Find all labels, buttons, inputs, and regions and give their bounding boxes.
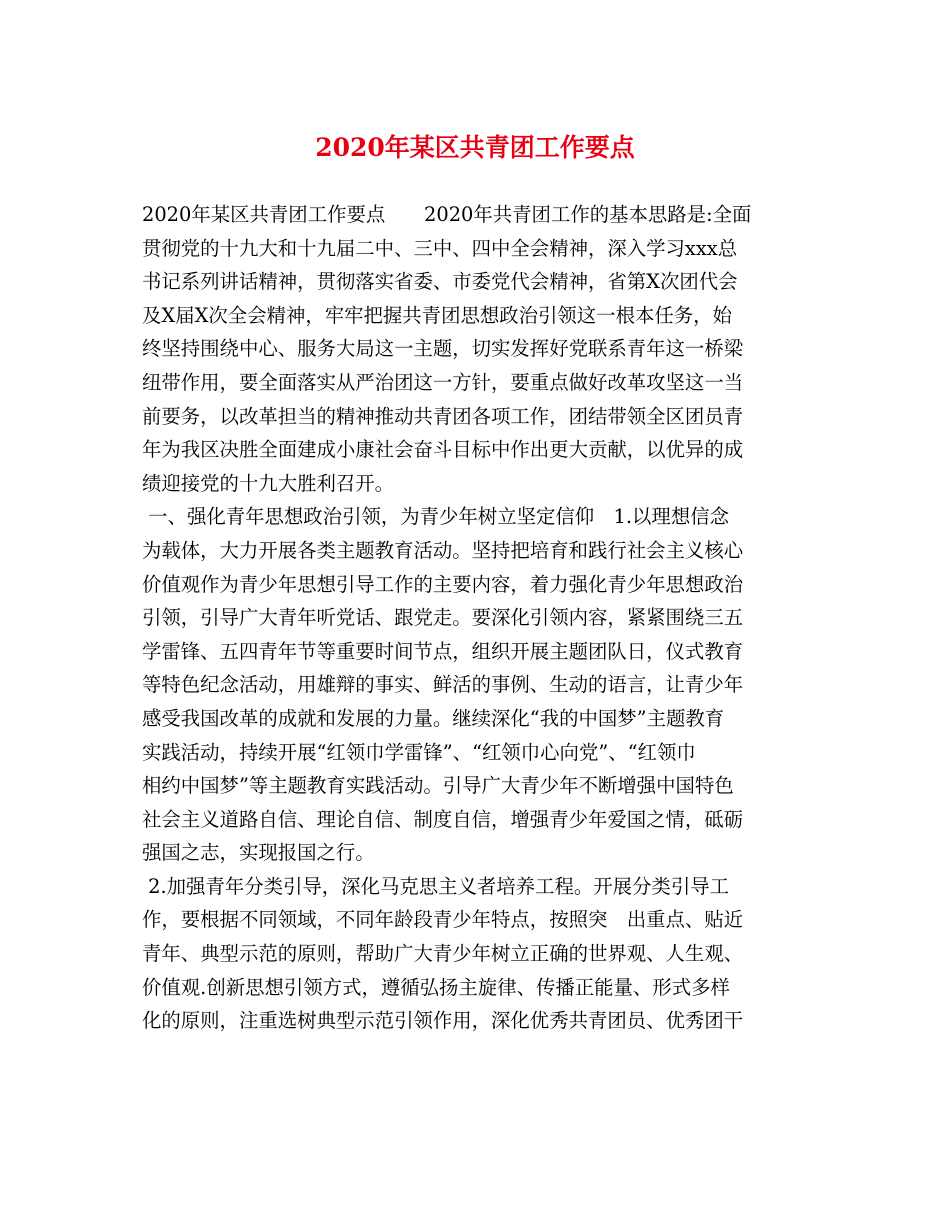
body-line: 化的原则，注重选树典型示范引领作用，深化优秀共青团员、优秀团干 bbox=[142, 1009, 744, 1033]
body-line: 贯彻党的十九大和十九届二中、三中、四中全会精神，深入学习xxx总 bbox=[142, 236, 738, 260]
body-line: 强国之志，实现报国之行。 bbox=[142, 841, 375, 865]
body-line: 感受我国改革的成就和发展的力量。继续深化“我的中国梦”主题教育 bbox=[142, 706, 725, 730]
body-line: 前要务，以改革担当的精神推动共青团各项工作，团结带领全区团员青 bbox=[142, 404, 744, 428]
body-line: 年为我区决胜全面建成小康社会奋斗目标中作出更大贡献，以优异的成 bbox=[142, 438, 744, 462]
body-line: 价值观.创新思想引领方式，遵循弘扬主旋律、传播正能量、形式多样 bbox=[142, 975, 730, 999]
document-body bbox=[142, 198, 812, 1038]
body-line: 价值观作为青少年思想引导工作的主要内容，着力强化青少年思想政治 bbox=[142, 572, 744, 596]
body-line: 社会主义道路自信、理论自信、制度自信，增强青少年爱国之情，砥砺 bbox=[142, 807, 744, 831]
body-line: 相约中国梦”等主题教育实践活动。引导广大青少年不断增强中国特色 bbox=[142, 774, 734, 798]
body-line: 终坚持围绕中心、服务大局这一主题，切实发挥好党联系青年这一桥梁 bbox=[142, 337, 744, 361]
body-line: 青年、典型示范的原则，帮助广大青少年树立正确的世界观、人生观、 bbox=[142, 942, 744, 966]
document-title: 2020年某区共青团工作要点 bbox=[315, 133, 635, 162]
body-line: 作，要根据不同领域，不同年龄段青少年特点，按照突 出重点、贴近 bbox=[142, 908, 744, 932]
body-line: 学雷锋、五四青年节等重要时间节点，组织开展主题团队日，仪式教育 bbox=[142, 639, 744, 663]
body-line: 及X届X次全会精神，牢牢把握共青团思想政治引领这一根本任务，始 bbox=[142, 303, 732, 327]
body-line: 为载体，大力开展各类主题教育活动。坚持把培育和践行社会主义核心 bbox=[142, 538, 744, 562]
body-line: 2020年某区共青团工作要点 2020年共青团工作的基本思路是:全面 bbox=[142, 203, 752, 226]
body-line: 书记系列讲话精神，贯彻落实省委、市委党代会精神，省第X次团代会 bbox=[142, 270, 738, 294]
body-line: 绩迎接党的十九大胜利召开。 bbox=[142, 471, 395, 495]
body-line: 实践活动，持续开展“红领巾学雷锋”、“红领巾心向党”、“红领巾 bbox=[142, 740, 696, 764]
body-line: 2.加强青年分类引导，深化马克思主义者培养工程。开展分类引导工 bbox=[142, 874, 729, 898]
body-line: 引领，引导广大青年听党话、跟党走。要深化引领内容，紧紧围绕三五 bbox=[142, 606, 744, 630]
body-line: 等特色纪念活动，用雄辩的事实、鲜活的事例、生动的语言，让青少年 bbox=[142, 673, 744, 697]
body-line: 纽带作用，要全面落实从严治团这一方针，要重点做好改革攻坚这一当 bbox=[142, 370, 744, 394]
section-heading-line: 一、强化青年思想政治引领，为青少年树立坚定信仰 1.以理想信念 bbox=[142, 505, 729, 529]
